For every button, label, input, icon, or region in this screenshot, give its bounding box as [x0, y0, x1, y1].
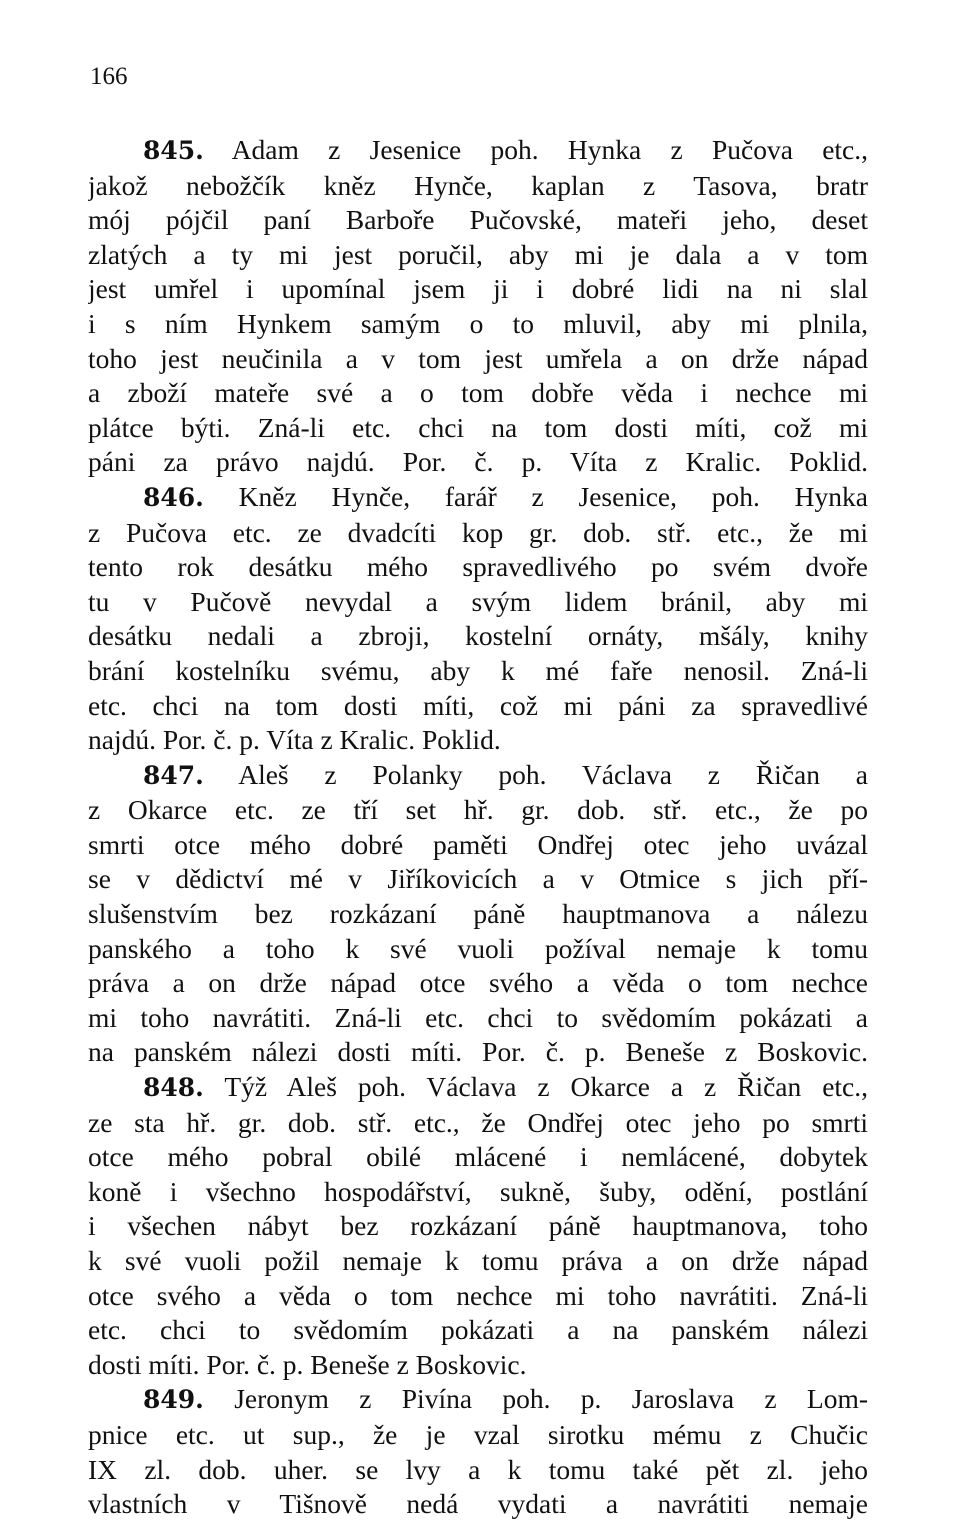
line-text: páni za právo najdú. Por. č. p. Víta z Kralic. Poklid.	[88, 446, 868, 478]
line-text: dosti míti. Por. č. p. Beneše z Boskovic.	[88, 1348, 527, 1380]
text-line	[88, 1313, 868, 1348]
text-line	[88, 272, 868, 307]
text-line	[88, 585, 868, 620]
line-text: koně i všechno hospodářství, sukně, šuby, odění, postlání	[88, 1175, 868, 1207]
text-line	[88, 1244, 868, 1279]
line-text: Jeronym z Pivína poh. p. Jaroslava z Lom-	[234, 1383, 868, 1415]
text-line	[88, 932, 868, 967]
line-text: i všechen nábyt bez rozkázaní páně hauptmanova, toho	[88, 1210, 868, 1242]
entry-start-line	[88, 1382, 868, 1418]
page-number: 166	[90, 63, 128, 90]
line-text: Adam z Jesenice poh. Hynka z Pučova etc.,	[231, 134, 868, 165]
line-text: etc. chci to svědomím pokázati a na panském nálezi	[88, 1314, 868, 1346]
entry-number: 847.	[143, 760, 204, 790]
text-line	[88, 376, 868, 411]
line-text: smrti otce mého dobré paměti Ondřej otec jeho uvázal	[88, 828, 868, 860]
line-text: se v dědictví mé v Jiříkovicích a v Otmice s jich pří-	[88, 863, 868, 895]
line-text: ze sta hř. gr. dob. stř. etc., že Ondřej otec jeho po smrti	[88, 1106, 868, 1138]
line-text: jakož nebožčík kněz Hynče, kaplan z Tasova, bratr	[88, 169, 868, 201]
text-line	[88, 1140, 868, 1175]
text-line	[88, 897, 868, 932]
line-text: pnice etc. ut sup., že je vzal sirotku mému z Chučic	[88, 1418, 868, 1450]
text-line	[88, 203, 868, 238]
text-line	[88, 723, 868, 758]
entry-start-line	[88, 133, 868, 169]
line-text: plátce býti. Zná-li etc. chci na tom dosti míti, což mi	[88, 411, 868, 443]
text-line	[88, 238, 868, 273]
line-text: jest umřel i upomínal jsem ji i dobré lidi na ni slal	[88, 273, 868, 305]
text-line	[88, 862, 868, 897]
line-text: Aleš z Polanky poh. Václava z Řičan a	[238, 758, 868, 790]
text-line	[88, 445, 868, 480]
line-text: etc. chci na tom dosti míti, což mi páni za spravedlivé	[88, 689, 868, 721]
text-line	[88, 793, 868, 828]
line-text: toho jest neučinila a v tom jest umřela a on drže nápad	[88, 342, 868, 374]
text-line	[88, 1035, 868, 1070]
line-text: panského a toho k své vuoli požíval nemaje k tomu	[88, 932, 868, 964]
entry-start-line	[88, 758, 868, 794]
text-line	[88, 307, 868, 342]
text-line	[88, 1001, 868, 1036]
entry-start-line	[88, 1070, 868, 1106]
line-text: tento rok desátku mého spravedlivého po svém dvoře	[88, 551, 868, 583]
line-text: vlastních v Tišnově nedá vydati a navrátiti nemaje	[88, 1488, 868, 1520]
text-line	[88, 1279, 868, 1314]
line-text: tu v Pučově nevydal a svým lidem bránil, aby mi	[88, 585, 868, 617]
line-text: zlatých a ty mi jest poručil, aby mi je dala a v tom	[88, 238, 868, 270]
line-text: z Okarce etc. ze tří set hř. gr. dob. stř. etc., že po	[88, 794, 868, 826]
text-line	[88, 411, 868, 446]
text-line	[88, 966, 868, 1001]
line-text: na panském nálezi dosti míti. Por. č. p. Beneše z Boskovic.	[88, 1036, 868, 1068]
text-line	[88, 1106, 868, 1141]
line-text: Týž Aleš poh. Václava z Okarce a z Řičan etc.,	[224, 1071, 868, 1103]
text-line	[88, 654, 868, 689]
line-text: mi toho navrátiti. Zná-li etc. chci to svědomím pokázati a	[88, 1001, 868, 1033]
entry-number: 846.	[143, 482, 204, 512]
text-line	[88, 516, 868, 551]
body-text	[88, 133, 868, 1522]
text-line	[88, 828, 868, 863]
text-line	[88, 1418, 868, 1453]
line-text: desátku nedali a zbroji, kostelní ornáty, mšály, knihy	[88, 620, 868, 652]
entry-number: 849.	[143, 1385, 204, 1415]
text-line	[88, 342, 868, 377]
entry-number: 845.	[143, 136, 204, 165]
line-text: mój pójčil paní Barboře Pučovské, mateři jeho, deset	[88, 204, 868, 236]
line-text: i s ním Hynkem samým o to mluvil, aby mi plnila,	[88, 307, 868, 339]
entry-number: 848.	[143, 1073, 204, 1103]
text-line	[88, 1487, 868, 1522]
line-text: IX zl. dob. uher. se lvy a k tomu také pět zl. jeho	[88, 1453, 868, 1485]
text-line	[88, 550, 868, 585]
line-text: z Pučova etc. ze dvadcíti kop gr. dob. stř. etc., že mi	[88, 516, 868, 548]
line-text: Kněz Hynče, farář z Jesenice, poh. Hynka	[238, 480, 868, 512]
text-line	[88, 619, 868, 654]
text-line	[88, 1175, 868, 1210]
line-text: brání kostelníku svému, aby k mé faře nenosil. Zná-li	[88, 654, 868, 686]
text-line	[88, 169, 868, 204]
line-text: k své vuoli požil nemaje k tomu práva a on drže nápad	[88, 1245, 868, 1276]
line-text: otce mého pobral obilé mlácené i nemlácené, dobytek	[88, 1141, 868, 1173]
text-line	[88, 689, 868, 724]
line-text: práva a on drže nápad otce svého a věda o tom nechce	[88, 967, 868, 999]
line-text: najdú. Por. č. p. Víta z Kralic. Poklid.	[88, 724, 501, 756]
text-line	[88, 1348, 868, 1383]
entry-start-line	[88, 480, 868, 516]
text-line	[88, 1453, 868, 1488]
line-text: slušenstvím bez rozkázaní páně hauptmanova a nálezu	[88, 898, 868, 930]
line-text: otce svého a věda o tom nechce mi toho navrátiti. Zná-li	[88, 1279, 868, 1311]
line-text: a zboží mateře své a o tom dobře věda i nechce mi	[88, 377, 868, 409]
text-line	[88, 1209, 868, 1244]
